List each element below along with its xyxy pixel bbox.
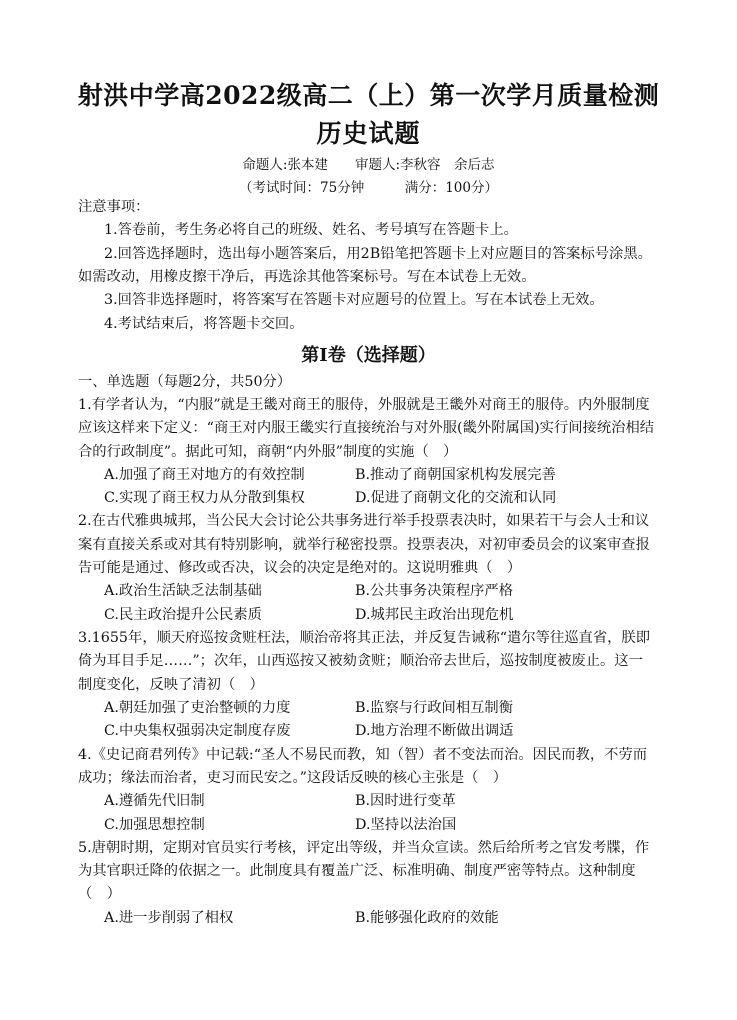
question-3-line: 倚为耳目手足……”；次年，山西巡按又被劾贪赃；顺治帝去世后，巡按制度被废止。这一 <box>78 653 643 669</box>
exam-title: 射洪中学高2022级高二（上）第一次学月质量检测 <box>77 81 660 110</box>
question-5-line: 为其官职迁降的依据之一。此制度具有覆盖广泛、标准明确、制度严密等特点。这种制度 <box>78 863 636 879</box>
question-2-line: 告可能是通过、修改或否决，议会的决定是绝对的。这说明雅典（ ） <box>78 560 522 576</box>
question-4-line: 成功；缘法而治者，吏习而民安之。”这段话反映的核心主张是（ ） <box>78 770 508 786</box>
question-1-option-b[interactable]: B.推动了商朝国家机构发展完善 <box>355 467 556 483</box>
notice-item: 如需改动，用橡皮擦干净后，再选涂其他答案标号。写在本试卷上无效。 <box>78 269 536 285</box>
question-2-option-c[interactable]: C.民主政治提升公民素质 <box>104 607 262 623</box>
question-3-option-d[interactable]: D.地方治理不断做出调适 <box>355 723 514 739</box>
question-2-option-b[interactable]: B.公共事务决策程序严格 <box>355 583 514 599</box>
question-3-option-a[interactable]: A.朝廷加强了吏治整顿的力度 <box>104 700 291 716</box>
question-3-option-b[interactable]: B.监察与行政间相互制衡 <box>355 700 514 716</box>
question-2-line: 2.在古代雅典城邦，当公民大会讨论公共事务进行举手投票表决时，如果若干与会人士和议 <box>78 513 650 529</box>
notice-item: 4.考试结束后，将答题卡交回。 <box>104 316 304 332</box>
question-4-option-a[interactable]: A.遵循先代旧制 <box>104 793 205 809</box>
question-2-line: 案有直接关系或对其有特别影响，就举行秘密投票。投票表决，对初审委员会的议案审查报 <box>78 537 650 553</box>
question-4-option-d[interactable]: D.坚持以法治国 <box>355 817 457 833</box>
authors-line: 命题人:张本建 审题人:李秋容 余后志 <box>242 157 495 173</box>
question-3-option-c[interactable]: C.中央集权强弱决定制度存废 <box>104 723 291 739</box>
question-4-option-b[interactable]: B.因时进行变革 <box>355 793 456 809</box>
part-heading: 一、单选题（每题2分，共50分） <box>78 374 292 390</box>
question-4-option-c[interactable]: C.加强思想控制 <box>104 817 205 833</box>
question-2-option-a[interactable]: A.政治生活缺乏法制基础 <box>104 583 262 599</box>
question-5-line: 5.唐朝时期，定期对官员实行考核，评定出等级，并当众宣读。然后给所考之官发考牒，作 <box>78 840 650 856</box>
question-3-line: 3.1655年，顺天府巡按贪赃枉法，顺治帝将其正法，并反复告诫称“遣尔等往巡直省，朕即 <box>78 630 651 646</box>
notice-item: 3.回答非选择题时，将答案写在答题卡对应题号的位置上。写在本试卷上无效。 <box>104 292 604 308</box>
question-1-line: 应该这样来下定义：“商王对内服王畿实行直接统治与对外服(畿外附属国)实行间接统治相结 <box>78 420 655 436</box>
notice-heading: 注意事项： <box>78 199 150 215</box>
question-5-option-b[interactable]: B.能够强化政府的效能 <box>355 910 499 926</box>
question-1-option-c[interactable]: C.实现了商王权力从分散到集权 <box>104 490 305 506</box>
question-1-option-d[interactable]: D.促进了商朝文化的交流和认同 <box>355 490 557 506</box>
question-4-line: 4.《史记商君列传》中记载:“圣人不易民而教，知（智）者不变法而治。因民而教，不劳而 <box>78 747 648 763</box>
question-1-option-a[interactable]: A.加强了商王对地方的有效控制 <box>104 467 305 483</box>
question-5-option-a[interactable]: A.进一步削弱了相权 <box>104 910 234 926</box>
section-title: 第I卷（选择题） <box>301 345 436 366</box>
question-1-line: 合的行政制度”。据此可知，商朝“内外服”制度的实施（ ） <box>78 444 458 460</box>
notice-item: 2.回答选择题时，选出每小题答案后，用2B铅笔把答题卡上对应题目的答案标号涂黑。 <box>104 246 652 262</box>
question-2-option-d[interactable]: D.城邦民主政治出现危机 <box>355 607 514 623</box>
notice-item: 1.答卷前，考生务必将自己的班级、姓名、考号填写在答题卡上。 <box>104 222 518 238</box>
question-3-line: 制度变化，反映了清初（ ） <box>78 677 264 693</box>
subject-title: 历史试题 <box>316 119 421 148</box>
exam-info-line: （考试时间：75分钟 满分：100分） <box>239 180 498 196</box>
question-5-line: （ ） <box>78 886 121 902</box>
question-1-line: 1.有学者认为，“内服”就是王畿对商王的服侍，外服就是王畿外对商王的服侍。内外服制度 <box>78 397 650 413</box>
